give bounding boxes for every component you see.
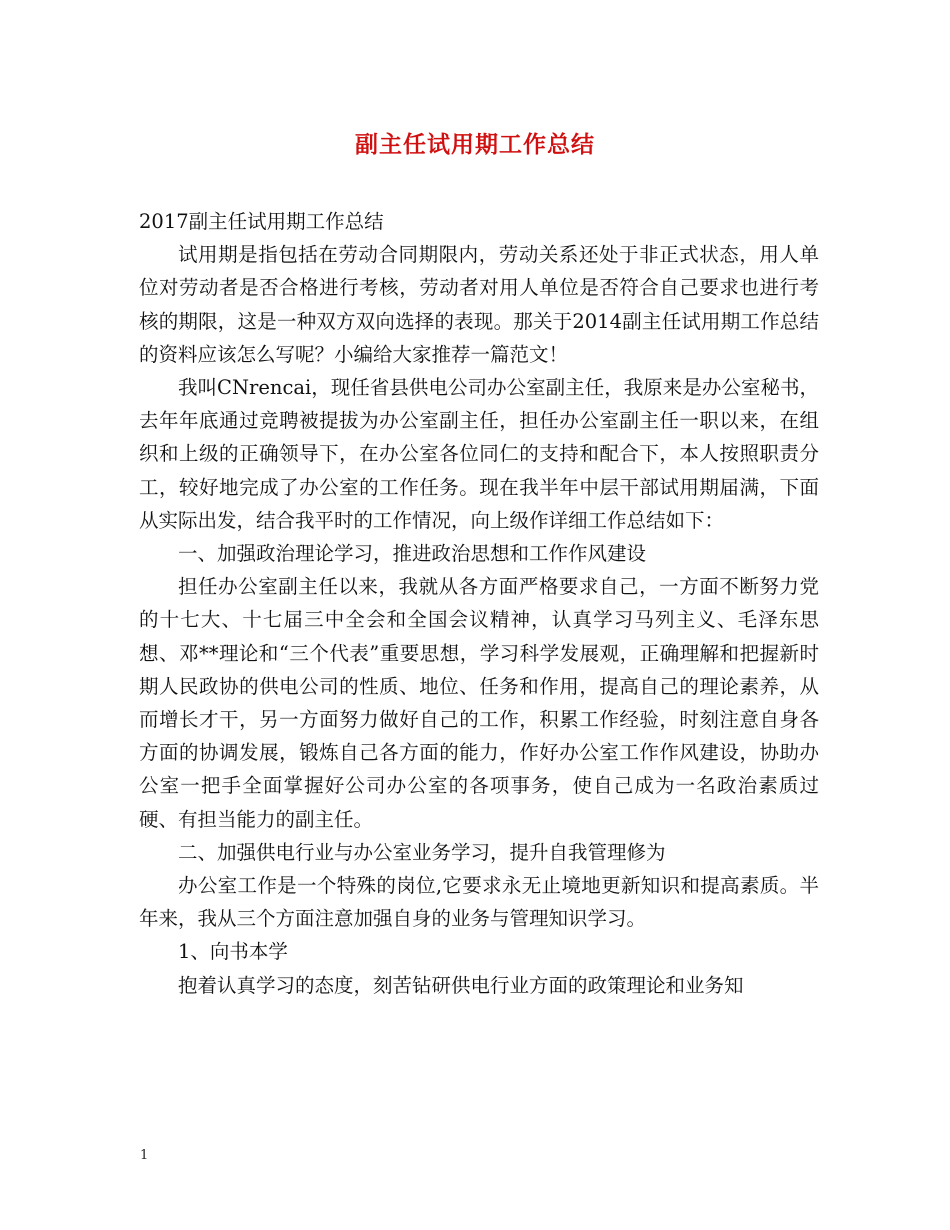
page-number: 1 bbox=[140, 1148, 149, 1163]
subtitle-paragraph: 2017副主任试用期工作总结 bbox=[139, 210, 384, 233]
self-introduction-paragraph: 我叫CNrencai，现任省县供电公司办公室副主任，我原来是办公室秘书，去年年底通过竞聘被提拔为办公室副主任，担任办公室副主任一职以来，在组织和上级的正确领导下，在办公室各位同仁的支持和配合下，本人按照职责分工，较好地完成了办公室的工作任务。现在我半年中层干部试用期届满，下面从实际出发，结合我平时的工作情况，向上级作详细工作总结如下： bbox=[139, 376, 819, 532]
section-heading-2: 二、加强供电行业与办公室业务学习，提升自我管理修为 bbox=[178, 840, 666, 864]
section-heading-1: 一、加强政治理论学习，推进政治思想和工作作风建设 bbox=[178, 542, 647, 566]
section-1-paragraph: 担任办公室副主任以来，我就从各方面严格要求自己，一方面不断努力党的十七大、十七届三中全会和全国会议精神，认真学习马列主义、毛泽东思想、邓**理论和“三个代表”重要思想，学习科学发展观，正确理解和把握新时期人民政协的供电公司的性质、地位、任务和作用，提高自己的理论素养，从而增长才干，另一方面努力做好自己的工作，积累工作经验，时刻注意自身各方面的协调发展，锻炼自己各方面的能力，作好办公室工作作风建设，协助办公室一把手全面掌握好公司办公室的各项事务，使自己成为一名政治素质过硬、有担当能力的副主任。 bbox=[139, 575, 819, 831]
document-body bbox=[139, 205, 819, 1002]
intro-paragraph: 试用期是指包括在劳动合同期限内，劳动关系还处于非正式状态，用人单位对劳动者是否合格进行考核，劳动者对用人单位是否符合自己要求也进行考核的期限，这是一种双方双向选择的表现。那关于2014副主任试用期工作总结的资料应该怎么写呢？小编给大家推荐一篇范文！ bbox=[139, 243, 819, 366]
document-title: 副主任试用期工作总结 bbox=[355, 132, 595, 158]
section-2-paragraph: 办公室工作是一个特殊的岗位,它要求永无止境地更新知识和提高素质。半年来，我从三个方面注意加强自身的业务与管理知识学习。 bbox=[139, 874, 819, 931]
subsection-heading-1: 1、向书本学 bbox=[178, 940, 288, 964]
subsection-1-paragraph: 抱着认真学习的态度，刻苦钻研供电行业方面的政策理论和业务知 bbox=[178, 973, 744, 997]
